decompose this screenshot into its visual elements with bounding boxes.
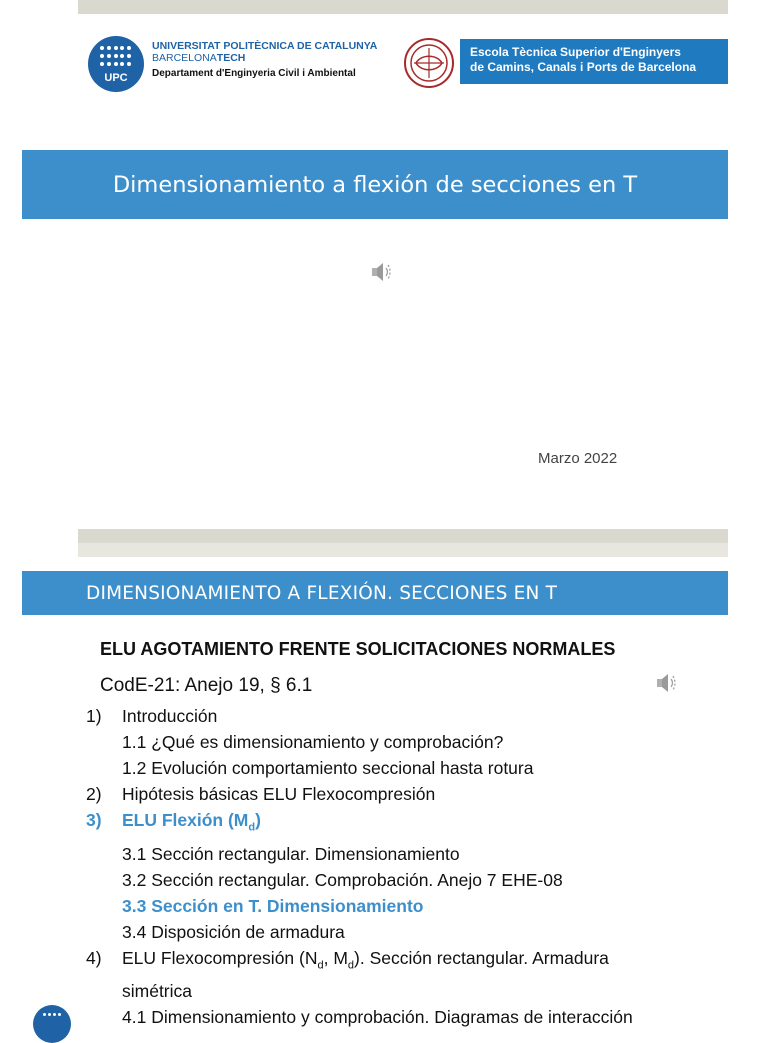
list-item: 3.2 Sección rectangular. Comprobación. Anejo 7 EHE-08 — [122, 869, 563, 890]
outline-list — [86, 703, 746, 1030]
list-item: 4.1 Dimensionamiento y comprobación. Diagramas de interacción — [122, 1007, 633, 1027]
speaker-icon[interactable] — [370, 260, 392, 282]
upc-logo-footer — [33, 1005, 71, 1043]
slide1-date: Marzo 2022 — [538, 450, 618, 467]
list-item-current-subsection: 3.3 Sección en T. Dimensionamiento — [122, 895, 424, 916]
upc-logo-text: UPC — [104, 72, 128, 84]
slide1-title: Dimensionamiento a flexión de secciones en T — [112, 171, 638, 198]
list-item: 4) ELU Flexocompresión ($N_d$, $M_d$). Sección rectangular. Armadura — [86, 947, 609, 971]
university-block — [152, 40, 377, 80]
barcelona-tech: BARCELONATECH — [152, 52, 246, 64]
slide2-heading: ELU AGOTAMIENTO FRENTE SOLICITACIONES NORMALES — [100, 639, 616, 659]
slide2-top-band — [78, 529, 728, 543]
list-item: 3.4 Disposición de armadura — [122, 921, 345, 942]
upc-logo — [88, 36, 144, 92]
university-name: UNIVERSITAT POLITÈCNICA DE CATALUNYA — [152, 40, 378, 52]
list-item: simétrica — [122, 981, 193, 1001]
code-reference: CodE-21: Anejo 19, § 6.1 — [100, 675, 313, 696]
list-item: 1) Introducción — [86, 706, 218, 726]
top-band — [78, 0, 728, 14]
school-banner — [460, 39, 728, 84]
list-item: 1.2 Evolución comportamiento seccional hasta rotura — [122, 758, 534, 778]
speaker-icon[interactable] — [655, 671, 677, 693]
slide2-band-shadow — [78, 543, 728, 557]
list-item: 1.1 ¿Qué es dimensionamiento y comprobación? — [122, 732, 504, 752]
slide2-title-bar — [22, 571, 728, 615]
department-name: Departament d'Enginyeria Civil i Ambiental — [152, 68, 356, 79]
list-item-current-section: 3) ELU Flexión $(M_d)$ — [86, 810, 261, 834]
school-seal-logo — [404, 38, 454, 88]
slide2-title: DIMENSIONAMIENTO A FLEXIÓN. SECCIONES EN T — [86, 582, 558, 604]
list-item: 2) Hipótesis básicas ELU Flexocompresión — [86, 784, 436, 804]
school-line-1: Escola Tècnica Superior d'Enginyers — [470, 45, 681, 59]
list-item: 3.1 Sección rectangular. Dimensionamiento — [122, 843, 460, 864]
school-line-2: de Camins, Canals i Ports de Barcelona — [470, 60, 697, 74]
slide1-title-bar — [22, 150, 728, 219]
